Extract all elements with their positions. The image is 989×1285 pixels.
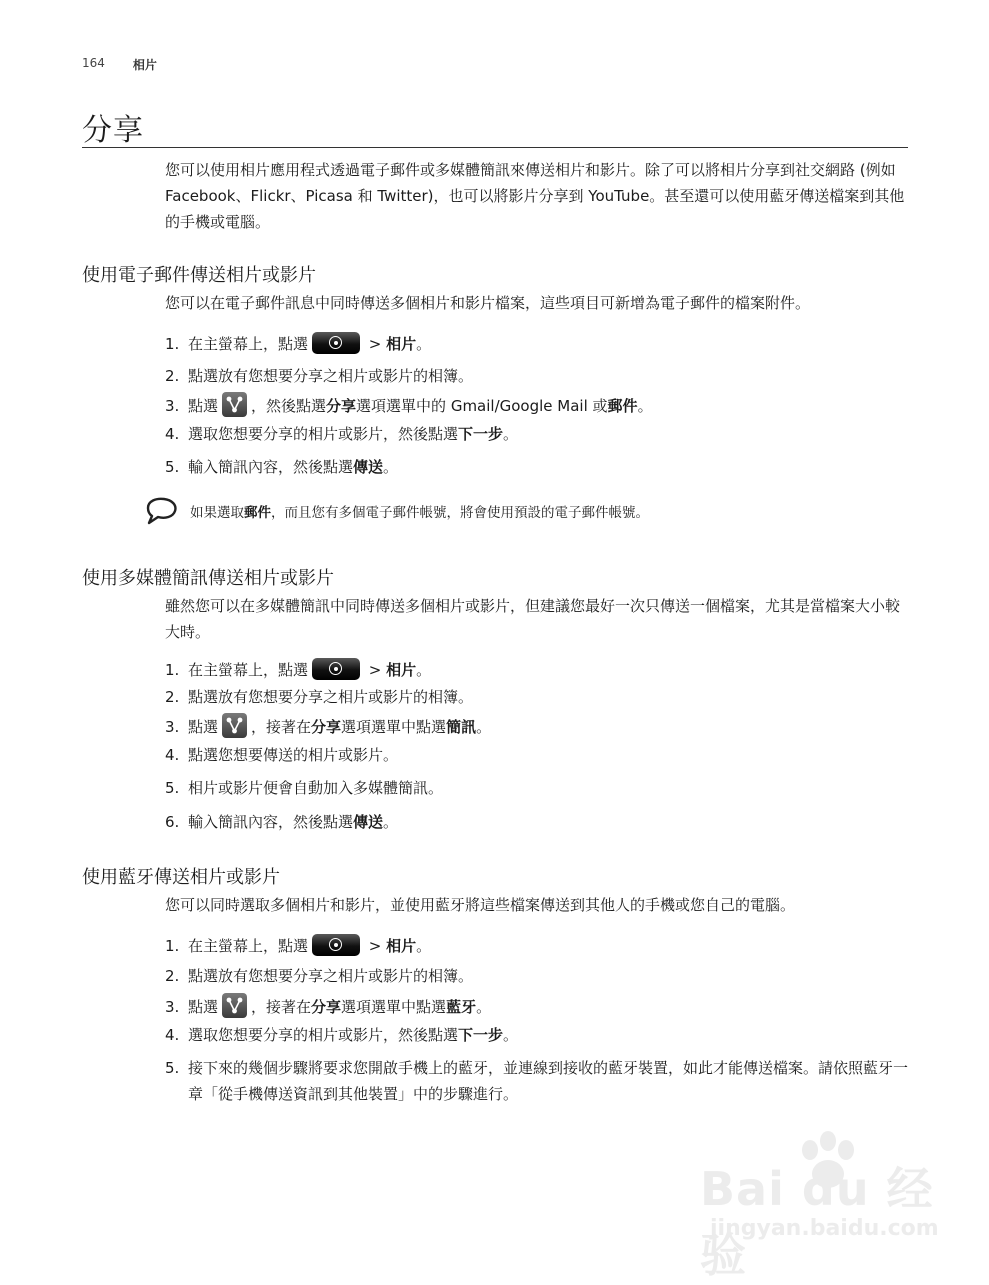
step-bold-text: 相片 — [386, 661, 417, 679]
email-step-3 — [165, 393, 910, 419]
bluetooth-step-4 — [165, 1022, 910, 1048]
share-icon — [222, 993, 247, 1018]
step-text: 輸入簡訊內容，然後點選 — [188, 813, 354, 831]
mms-step-3 — [165, 714, 910, 740]
step-text: 。 — [416, 661, 432, 679]
note — [140, 496, 649, 526]
step-text: 點選放有您想要分享之相片或影片的相簿。 — [188, 688, 474, 706]
step-bold-text: 傳送 — [353, 813, 384, 831]
step-bold-text: 分享 — [311, 718, 342, 736]
step-number: 5. — [165, 1059, 180, 1077]
email-step-2 — [165, 363, 910, 389]
step-bold-text: 下一步 — [458, 1026, 504, 1044]
step-text: 。 — [416, 937, 432, 955]
mms-section-heading: 使用多媒體簡訊傳送相片或影片 — [82, 568, 334, 589]
step-bold-text: 傳送 — [353, 458, 384, 476]
email-section-heading: 使用電子郵件傳送相片或影片 — [82, 265, 316, 286]
step-text: 選項選單中的 Gmail/Google Mail 或 — [356, 397, 608, 415]
intro-paragraph: 您可以使用相片應用程式透過電子郵件或多媒體簡訊來傳送相片和影片。除了可以將相片分享到社交網路 (例如 Facebook、Flickr、Picasa 和 Twitter)，也可以將影片分享到 YouTube。甚至還可以使用藍牙傳送檔案到其他的手機或電腦。 — [165, 161, 905, 231]
step-bold-text: 分享 — [311, 998, 342, 1016]
step-bold-text: 相片 — [386, 937, 417, 955]
step-number: 4. — [165, 425, 180, 443]
step-number: 1. — [165, 937, 180, 955]
share-icon — [222, 713, 247, 738]
step-text: ，接著在 — [251, 718, 312, 736]
step-text: 。 — [503, 1026, 519, 1044]
step-text: 選取您想要分享的相片或影片，然後點選 — [188, 1026, 459, 1044]
step-number: 2. — [165, 967, 180, 985]
mms-step-5 — [165, 775, 910, 801]
running-title: 相片 — [132, 58, 157, 72]
step-text: ，接著在 — [251, 998, 312, 1016]
watermark-logo-text: Bai du 经验 — [700, 1162, 934, 1282]
share-icon — [222, 392, 247, 417]
step-text: 點選 — [188, 998, 219, 1016]
title-rule — [82, 147, 908, 148]
step-number: 1. — [165, 335, 180, 353]
email-step-4 — [165, 421, 910, 447]
bluetooth-step-1 — [165, 933, 910, 959]
note-text: 如果選取 — [190, 505, 244, 521]
step-text: 輸入簡訊內容，然後點選 — [188, 458, 354, 476]
all-apps-icon — [312, 934, 360, 956]
step-bold-text: 下一步 — [458, 425, 504, 443]
watermark-url: jingyan.baidu.com — [710, 1216, 939, 1241]
step-text: 選項選單中點選 — [341, 718, 447, 736]
bluetooth-section-heading: 使用藍牙傳送相片或影片 — [82, 867, 280, 888]
step-text: 相片或影片便會自動加入多媒體簡訊。 — [188, 779, 444, 797]
step-number: 4. — [165, 1026, 180, 1044]
step-bold-text: 相片 — [386, 335, 417, 353]
step-number: 3. — [165, 998, 180, 1016]
step-text: ，然後點選 — [251, 397, 327, 415]
mms-step-6 — [165, 809, 910, 835]
baidu-watermark — [700, 1128, 940, 1282]
step-number: 2. — [165, 688, 180, 706]
step-number: 3. — [165, 718, 180, 736]
page-title: 分享 — [82, 113, 144, 148]
step-text: 在主螢幕上，點選 — [188, 335, 309, 353]
step-text: 選項選單中點選 — [341, 998, 447, 1016]
mms-step-4 — [165, 742, 910, 768]
email-section-desc: 您可以在電子郵件訊息中同時傳送多個相片和影片檔案，這些項目可新增為電子郵件的檔案附件。 — [165, 294, 811, 312]
step-text: 。 — [383, 813, 399, 831]
mms-step-1 — [165, 657, 910, 683]
mms-step-2 — [165, 684, 910, 710]
step-text: 接下來的幾個步驟將要求您開啟手機上的藍牙，並連線到接收的藍牙裝置，如此才能傳送檔案。請依照藍牙一章「從手機傳送資訊到其他裝置」中的步驟進行。 — [188, 1059, 909, 1103]
email-step-1 — [165, 331, 910, 357]
step-number: 5. — [165, 779, 180, 797]
step-number: 1. — [165, 661, 180, 679]
step-number: 2. — [165, 367, 180, 385]
step-text: 。 — [383, 458, 399, 476]
step-text: > — [364, 335, 387, 353]
bluetooth-step-5 — [165, 1055, 910, 1107]
step-text: > — [364, 937, 387, 955]
step-text: 點選 — [188, 718, 219, 736]
step-bold-text: 藍牙 — [446, 998, 477, 1016]
step-number: 6. — [165, 813, 180, 831]
step-text: 點選您想要傳送的相片或影片。 — [188, 746, 399, 764]
step-text: > — [364, 661, 387, 679]
bluetooth-section-desc: 您可以同時選取多個相片和影片，並使用藍牙將這些檔案傳送到其他人的手機或您自己的電腦。 — [165, 896, 796, 914]
step-text: 。 — [476, 998, 492, 1016]
bluetooth-step-3 — [165, 994, 910, 1020]
step-number: 5. — [165, 458, 180, 476]
step-text: 在主螢幕上，點選 — [188, 661, 309, 679]
step-text: 。 — [416, 335, 432, 353]
step-bold-text: 分享 — [326, 397, 357, 415]
step-text: 在主螢幕上，點選 — [188, 937, 309, 955]
step-text: 。 — [476, 718, 492, 736]
step-text: 點選放有您想要分享之相片或影片的相簿。 — [188, 967, 474, 985]
page-number: 164 — [82, 56, 105, 70]
step-text: 點選放有您想要分享之相片或影片的相簿。 — [188, 367, 474, 385]
email-step-5 — [165, 454, 910, 480]
step-text: 點選 — [188, 397, 219, 415]
note-text: ，而且您有多個電子郵件帳號，將會使用預設的電子郵件帳號。 — [271, 505, 649, 521]
page-header — [82, 56, 157, 73]
all-apps-icon — [312, 658, 360, 680]
note-icon — [140, 496, 180, 526]
step-bold-text: 郵件 — [607, 397, 638, 415]
mms-section-desc: 雖然您可以在多媒體簡訊中同時傳送多個相片或影片，但建議您最好一次只傳送一個檔案，尤其是當檔案大小較大時。 — [165, 597, 901, 641]
step-text: 。 — [637, 397, 653, 415]
all-apps-icon — [312, 332, 360, 354]
step-text: 選取您想要分享的相片或影片，然後點選 — [188, 425, 459, 443]
step-text: 。 — [503, 425, 519, 443]
note-bold-text: 郵件 — [244, 505, 271, 521]
step-number: 3. — [165, 397, 180, 415]
step-number: 4. — [165, 746, 180, 764]
step-bold-text: 簡訊 — [446, 718, 477, 736]
bluetooth-step-2 — [165, 963, 910, 989]
